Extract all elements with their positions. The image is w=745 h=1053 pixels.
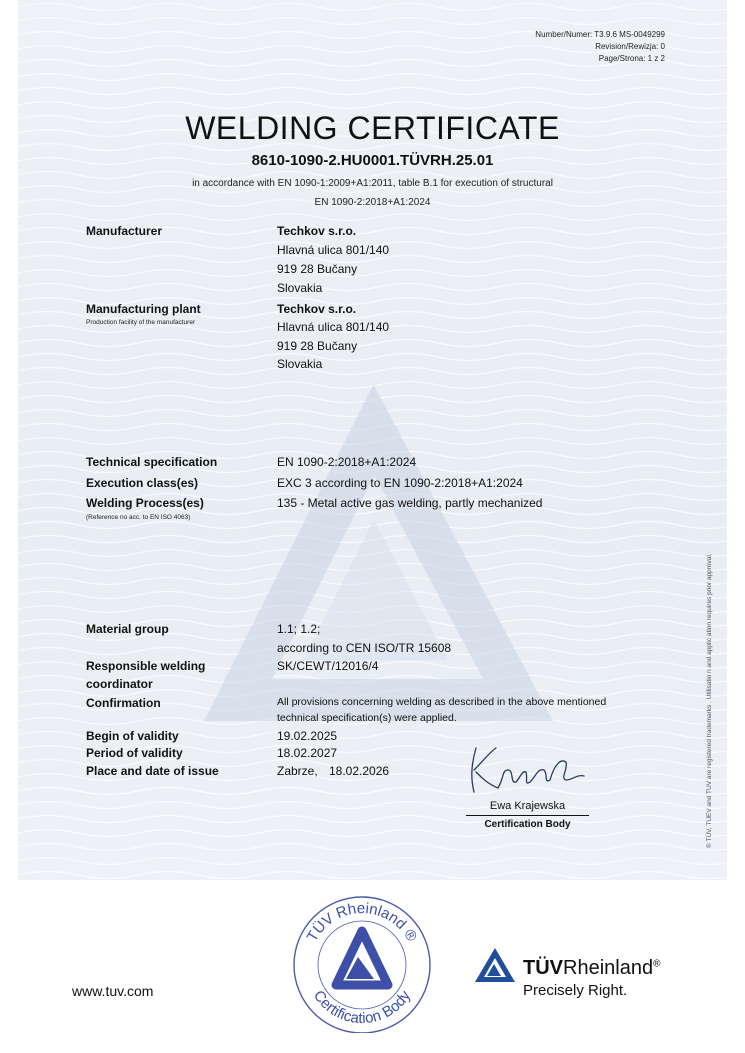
plant-address-line: Hlavná ulica 801/140	[277, 320, 390, 334]
manufacturer-address-line: Hlavná ulica 801/140	[277, 243, 390, 257]
material-group-standard: according to CEN ISO/TR 15608	[277, 641, 452, 655]
seal-top-text: TÜV Rheinland ®	[303, 899, 421, 945]
welding-process-label: Welding Process(es)	[86, 496, 204, 510]
handwritten-signature	[462, 740, 592, 800]
plant-name: Techkov s.r.o.	[277, 302, 357, 316]
plant-label: Manufacturing plant	[86, 302, 201, 316]
confirmation-text-line-2: technical specification(s) were applied.	[277, 712, 457, 724]
subtitle-line-1: in accordance with EN 1090-1:2009+A1:2011, table B.1 for execution of structural	[192, 178, 553, 189]
signature-line	[466, 815, 589, 816]
manufacturer-name: Techkov s.r.o.	[277, 224, 357, 238]
validity-period-value: 18.02.2027	[277, 746, 338, 760]
technical-spec-label: Technical specification	[86, 455, 218, 469]
plant-address-line: 919 28 Bučany	[277, 339, 358, 353]
execution-class-value: EXC 3 according to EN 1090-2:2018+A1:2024	[277, 476, 523, 490]
execution-class-label: Execution class(es)	[86, 476, 199, 490]
certificate-title: WELDING CERTIFICATE	[185, 110, 560, 146]
plant-note: Production facility of the manufacturer	[86, 319, 196, 326]
manufacturer-label: Manufacturer	[86, 224, 163, 238]
coordinator-value: SK/CEWT/12016/4	[277, 659, 379, 673]
validity-period-label: Period of validity	[86, 746, 183, 760]
welding-process-note: (Reference no acc. to EN ISO 4063)	[86, 514, 191, 521]
seal-bottom-text: Certification Body	[309, 987, 415, 1028]
manufacturer-address-line: Slovakia	[277, 281, 323, 295]
issue-place: Zabrze,	[277, 764, 318, 778]
material-group-label: Material group	[86, 622, 169, 636]
coordinator-label-line-1: Responsible welding	[86, 659, 206, 673]
tuv-tagline: Precisely Right.	[523, 982, 628, 999]
coordinator-label-line-2: coordinator	[86, 677, 153, 691]
material-group-value: 1.1; 1.2;	[277, 622, 321, 636]
issue-date: 18.02.2026	[329, 764, 390, 778]
trademark-note: ® TÜV, TUEV and TUV are registered trademarks . Utilisatio n and applic ation requires prior approval.	[706, 553, 713, 848]
revision: Revision/Rewizja: 0	[595, 42, 665, 51]
issue-label: Place and date of issue	[86, 764, 219, 778]
tuv-brand-name: TÜVRheinland®	[523, 957, 661, 979]
signatory-role: Certification Body	[484, 819, 571, 830]
manufacturer-address-line: 919 28 Bučany	[277, 262, 358, 276]
subtitle-line-2: EN 1090-2:2018+A1:2024	[314, 197, 431, 208]
tuv-logo-triangle-icon	[473, 946, 517, 984]
confirmation-label: Confirmation	[86, 696, 161, 710]
certification-seal	[288, 893, 436, 1033]
welding-process-value: 135 - Metal active gas welding, partly mechanized	[277, 496, 543, 510]
signatory-name: Ewa Krajewska	[489, 800, 566, 812]
confirmation-text-line-1: All provisions concerning welding as described in the above mentioned	[277, 696, 607, 708]
footer-url: www.tuv.com	[72, 983, 154, 999]
certificate-number: 8610-1090-2.HU0001.TÜVRH.25.01	[251, 152, 494, 169]
document-number: Number/Numer: T3.9.6 MS-0049299	[535, 30, 665, 39]
page-number: Page/Strona: 1 z 2	[598, 54, 665, 63]
validity-begin-value: 19.02.2025	[277, 729, 338, 743]
validity-begin-label: Begin of validity	[86, 729, 179, 743]
technical-spec-value: EN 1090-2:2018+A1:2024	[277, 455, 417, 469]
plant-address-line: Slovakia	[277, 357, 323, 371]
